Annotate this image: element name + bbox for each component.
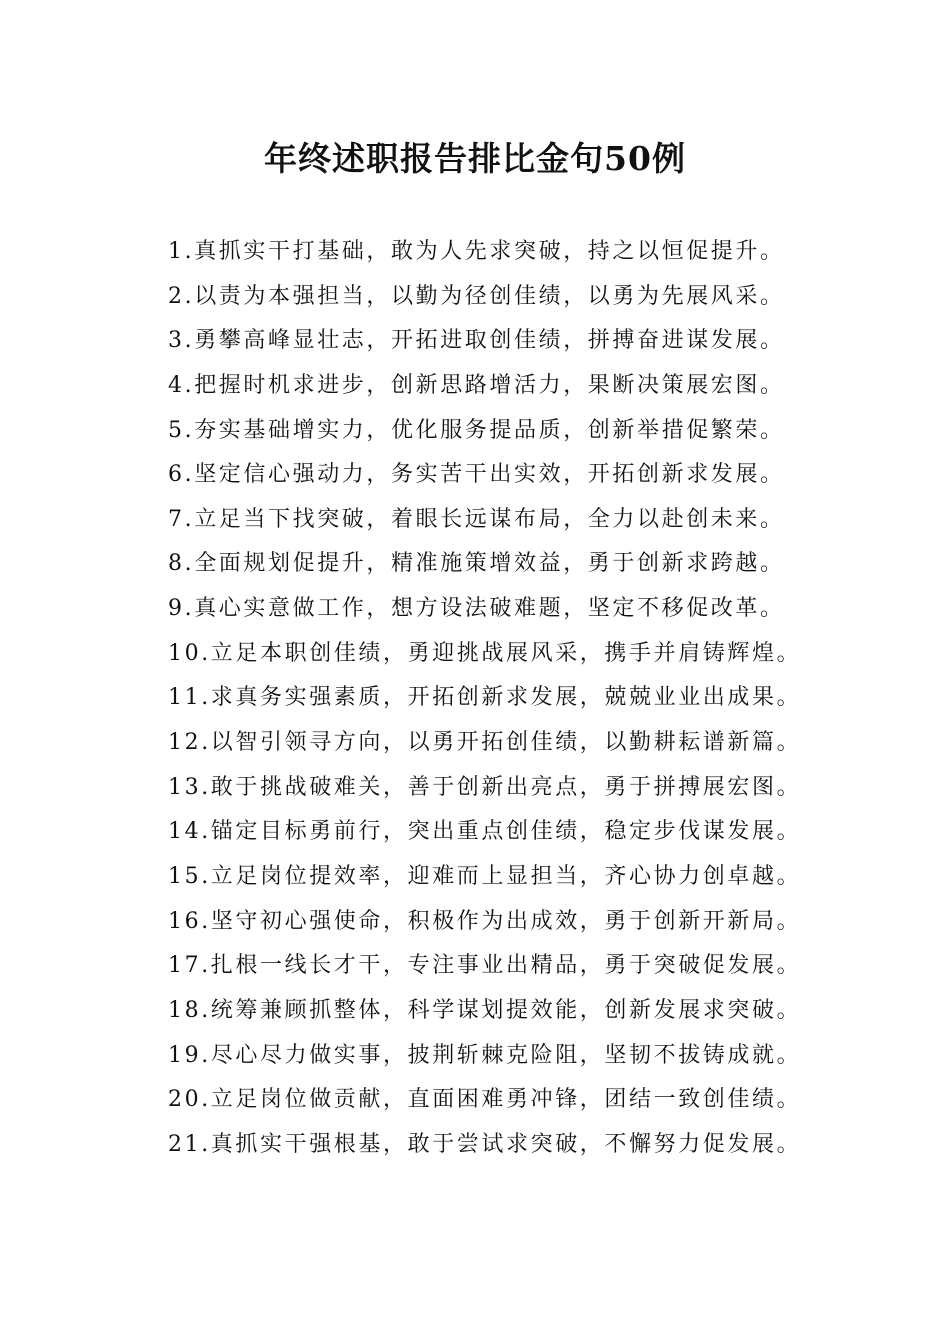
list-item: 11.求真务实强素质，开拓创新求发展，兢兢业业出成果。 [168,685,802,711]
list-item: 21.真抓实干强根基，敢于尝试求突破，不懈努力促发展。 [168,1131,802,1157]
list-item: 16.坚守初心强使命，积极作为出成效，勇于创新开新局。 [168,908,802,934]
list-item: 3.勇攀高峰显壮志，开拓进取创佳绩，拼搏奋进谋发展。 [168,328,785,354]
list-item: 12.以智引领寻方向，以勇开拓创佳绩，以勤耕耘谱新篇。 [168,730,802,756]
list-item: 15.立足岗位提效率，迎难而上显担当，齐心协力创卓越。 [168,863,802,889]
list-item: 5.夯实基础增实力，优化服务提品质，创新举措促繁荣。 [168,417,785,443]
list-item: 19.尽心尽力做实事，披荆斩棘克险阻，坚韧不拔铸成就。 [168,1042,802,1068]
sentence-list [168,230,848,1167]
list-item: 20.立足岗位做贡献，直面困难勇冲锋，团结一致创佳绩。 [168,1087,802,1113]
list-item: 13.敢于挑战破难关，善于创新出亮点，勇于拼搏展宏图。 [168,774,802,800]
list-item: 14.锚定目标勇前行，突出重点创佳绩，稳定步伐谋发展。 [168,819,802,845]
list-item: 9.真心实意做工作，想方设法破难题，坚定不移促改革。 [168,596,785,622]
list-item: 7.立足当下找突破，着眼长远谋布局，全力以赴创未来。 [168,506,785,532]
list-item: 18.统筹兼顾抓整体，科学谋划提效能，创新发展求突破。 [168,997,802,1023]
list-item: 1.真抓实干打基础，敢为人先求突破，持之以恒促提升。 [168,239,785,264]
list-item: 6.坚定信心强动力，务实苦干出实效，开拓创新求发展。 [168,462,785,488]
list-item: 4.把握时机求进步，创新思路增活力，果断决策展宏图。 [168,372,785,398]
list-item: 2.以责为本强担当，以勤为径创佳绩，以勇为先展风采。 [168,283,785,309]
list-item: 17.扎根一线长才干，专注事业出精品，勇于突破促发展。 [168,953,802,979]
list-item: 10.立足本职创佳绩，勇迎挑战展风采，携手并肩铸辉煌。 [168,640,802,666]
list-item: 8.全面规划促提升，精准施策增效益，勇于创新求跨越。 [168,551,785,577]
page-title: 年终述职报告排比金句50例 [264,139,686,178]
